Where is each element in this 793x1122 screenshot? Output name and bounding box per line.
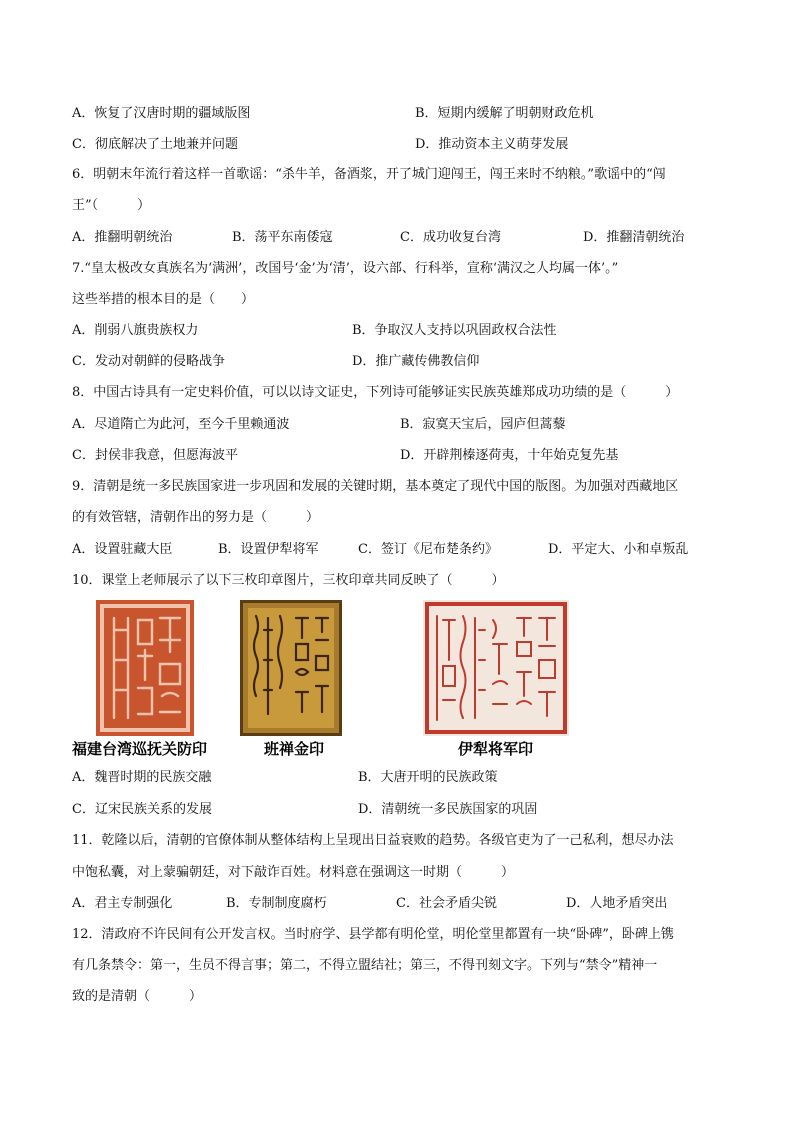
seal-yili-general-image	[423, 600, 569, 736]
q6-option-a: A．推翻明朝统治	[72, 230, 173, 245]
seal-caption-fujian-taiwan: 福建台湾巡抚关防印	[72, 740, 208, 758]
q6-option-d: D．推翻清朝统治	[583, 230, 685, 245]
seal-caption-yili-general: 伊犁将军印	[458, 740, 534, 758]
q6-stem-line1: 6．明朝末年流行着这样一首歌谣：“杀牛羊，备酒浆，开了城门迎闯王，闯王来时不纳粮。”歌谣中的“闯	[72, 167, 666, 182]
q11-option-d: D．人地矛盾突出	[566, 896, 668, 911]
q7-option-a: A．削弱八旗贵族权力	[72, 323, 199, 338]
q11-option-a: A．君主专制强化	[72, 896, 173, 911]
q10-option-d: D．清朝统一多民族国家的巩固	[358, 802, 538, 817]
q6-option-b: B．荡平东南倭寇	[232, 230, 333, 245]
q11-option-b: B．专制制度腐朽	[226, 896, 327, 911]
q11-stem-line2: 中饱私囊，对上蒙骗朝廷，对下敲诈百姓。材料意在强调这一时期（ ）	[72, 865, 515, 880]
seal-fujian-taiwan	[96, 600, 194, 736]
q9-stem-line2: 的有效管辖，清朝作出的努力是（ ）	[72, 510, 320, 525]
q8-option-b: B．寂寞天宝后，园庐但蒿藜	[400, 417, 566, 432]
seal-yili-general	[423, 600, 569, 736]
q8-option-d: D．开辟荆榛逐荷夷，十年始克复先基	[400, 448, 619, 463]
q7-stem-line2: 这些举措的根本目的是（ ）	[72, 292, 255, 307]
q7-stem-line1: 7.“皇太极改女真族名为‘满洲’，改国号‘金’为‘清’，设六部、行科举，宣称‘满汉之人均属一体’。”	[72, 261, 619, 276]
q10-option-a: A．魏晋时期的民族交融	[72, 770, 212, 785]
q9-option-c: C．签订《尼布楚条约》	[358, 542, 498, 557]
q6-stem-line2: 王”（ ）	[72, 198, 151, 213]
seal-panchen-image	[240, 600, 342, 736]
q5-option-d: D．推动资本主义萌芽发展	[415, 137, 569, 152]
q11-stem-line1: 11．乾隆以后，清朝的官僚体制从整体结构上呈现出日益衰败的趋势。各级官吏为了一己私利，想尽办法	[72, 833, 674, 848]
q12-stem-line2: 有几条禁令：第一，生员不得言事；第二，不得立盟结社；第三，不得刊刻文字。下列与“禁令”精神一	[72, 958, 658, 973]
q8-option-c: C．封侯非我意，但愿海波平	[72, 448, 238, 463]
q12-stem-line3: 致的是清朝（ ）	[72, 989, 203, 1004]
q7-option-c: C．发动对朝鲜的侵略战争	[72, 354, 225, 369]
seal-fujian-taiwan-image	[96, 600, 194, 736]
q10-option-b: B．大唐开明的民族政策	[358, 770, 498, 785]
q12-stem-line1: 12．清政府不许民间有公开发言权。当时府学、县学都有明伦堂，明伦堂里都置有一块“卧碑”，卧碑上镌	[72, 927, 674, 942]
q8-option-a: A．尽道隋亡为此河，至今千里赖通波	[72, 417, 290, 432]
q10-option-c: C．辽宋民族关系的发展	[72, 802, 212, 817]
q7-option-b: B．争取汉人支持以巩固政权合法性	[352, 323, 557, 338]
q7-option-d: D．推广藏传佛教信仰	[352, 354, 480, 369]
seal-panchen	[240, 600, 342, 736]
q8-stem-line1: 8．中国古诗具有一定史料价值，可以以诗文证史，下列诗可能够证实民族英雄郑成功功绩的是（ ）	[72, 385, 679, 400]
q9-stem-line1: 9．清朝是统一多民族国家进一步巩固和发展的关键时期，基本奠定了现代中国的版图。为加强对西藏地区	[72, 479, 679, 494]
q5-option-b: B．短期内缓解了明朝财政危机	[415, 106, 594, 121]
q9-option-b: B．设置伊犁将军	[218, 542, 319, 557]
q9-option-d: D．平定大、小和卓叛乱	[548, 542, 689, 557]
seal-caption-panchen: 班禅金印	[264, 740, 325, 758]
q5-option-a: A．恢复了汉唐时期的疆域版图	[72, 106, 251, 121]
q11-option-c: C．社会矛盾尖锐	[396, 896, 497, 911]
q6-option-c: C．成功收复台湾	[400, 230, 501, 245]
q10-stem-line1: 10．课堂上老师展示了以下三枚印章图片，三枚印章共同反映了（ ）	[72, 573, 505, 588]
q5-option-c: C．彻底解决了土地兼并问题	[72, 137, 238, 152]
q9-option-a: A．设置驻藏大臣	[72, 542, 173, 557]
